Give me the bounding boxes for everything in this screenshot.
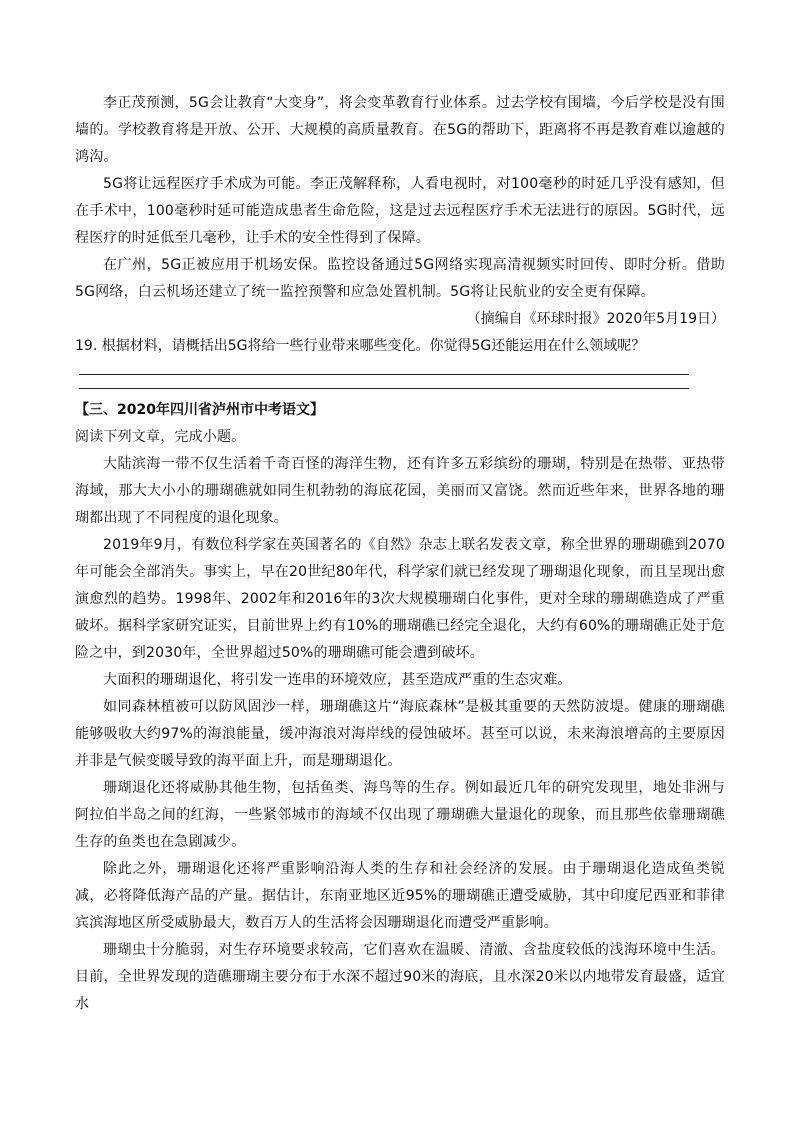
passage1-source: （摘编自《环球时报》2020年5月19日）: [466, 311, 725, 327]
document-page: [75, 90, 725, 1018]
section3-paragraph-7: 珊瑚虫十分脆弱，对生存环境要求较高，它们喜欢在温暖、清澈、含盐度较低的浅海环境中生活。目前，全世界发现的造礁珊瑚主要分布于水深不超过90米的海底，且水深20米以内地带发育最盛，适宜水: [75, 942, 725, 1012]
question-19: 19. 根据材料，请概括出5G将给一些行业带来哪些变化。你觉得5G还能运用在什么领域呢？: [75, 338, 646, 354]
section3-paragraph-4: 如同森林植被可以防风固沙一样，珊瑚礁这片“海底森林”是极其重要的天然防波堤。健康的珊瑚礁能够吸收大约97%的海浪能量，缓冲海浪对海岸线的侵蚀破坏。甚至可以说，未来海浪增高的主要原因并非是气候变暖导致的海平面上升，而是珊瑚退化。: [75, 699, 725, 769]
section3-paragraph-3: 大面积的珊瑚退化，将引发一连串的环境效应，甚至造成严重的生态灾难。: [103, 672, 572, 688]
answer-line-1[interactable]: [79, 361, 689, 375]
section3-paragraph-6: 除此之外，珊瑚退化还将严重影响沿海人类的生存和社会经济的发展。由于珊瑚退化造成鱼类锐减，必将降低海产品的产量。据估计，东南亚地区近95%的珊瑚礁正遭受威胁，其中印度尼西亚和菲律宾滨海地区所受威胁最大，数百万人的生活将会因珊瑚退化而遭受严重影响。: [75, 861, 725, 931]
section3-heading: 【三、2020年四川省泸州市中考语文】: [75, 402, 324, 418]
passage1-paragraph-1: 李正茂预测，5G会让教育“大变身”，将会变革教育行业体系。过去学校有围墙，今后学校是没有围墙的。学校教育将是开放、公开、大规模的高质量教育。在5G的帮助下，距离将不再是教育难以逾越的鸿沟。: [75, 95, 725, 165]
section3-instruction: 阅读下列文章，完成小题。: [75, 429, 246, 445]
section3-paragraph-1: 大陆滨海一带不仅生活着千奇百怪的海洋生物，还有许多五彩缤纷的珊瑚，特别是在热带、亚热带海域，那大大小小的珊瑚礁就如同生机勃勃的海底花园，美丽而又富饶。然而近些年来，世界各地的珊瑚都出现了不同程度的退化现象。: [75, 456, 725, 526]
passage1-paragraph-2: 5G将让远程医疗手术成为可能。李正茂解释称，人看电视时，对100毫秒的时延几乎没有感知，但在手术中，100毫秒时延可能造成患者生命危险，这是过去远程医疗手术无法进行的原因。5G时代，远程医疗的时延低至几毫秒，让手术的安全性得到了保障。: [75, 176, 725, 246]
passage1-paragraph-3: 在广州，5G正被应用于机场安保。监控设备通过5G网络实现高清视频实时回传、即时分析。借助5G网络，白云机场还建立了统一监控预警和应急处置机制。5G将让民航业的安全更有保障。: [75, 257, 725, 300]
section3-paragraph-2: 2019年9月，有数位科学家在英国著名的《自然》杂志上联名发表文章，称全世界的珊瑚礁到2070年可能会全部消失。事实上，早在20世纪80年代，科学家们就已经发现了珊瑚退化现象，而且呈现出愈演愈烈的趋势。1998年、2002年和2016年的3次大规模珊瑚白化事件，更对全球的珊瑚礁造成了严重破坏。据科学家研究证实，目前世界上约有10%的珊瑚礁已经完全退化，大约有60%的珊瑚礁正处于危险之中，到2030年，全世界超过50%的珊瑚礁可能会遭到破坏。: [75, 537, 725, 661]
answer-line-2[interactable]: [79, 375, 689, 389]
section3-paragraph-5: 珊瑚退化还将威胁其他生物，包括鱼类、海鸟等的生存。例如最近几年的研究发现里，地处非洲与阿拉伯半岛之间的红海，一些紧邻城市的海域不仅出现了珊瑚礁大量退化的现象，而且那些依靠珊瑚礁生存的鱼类也在急剧减少。: [75, 780, 725, 850]
